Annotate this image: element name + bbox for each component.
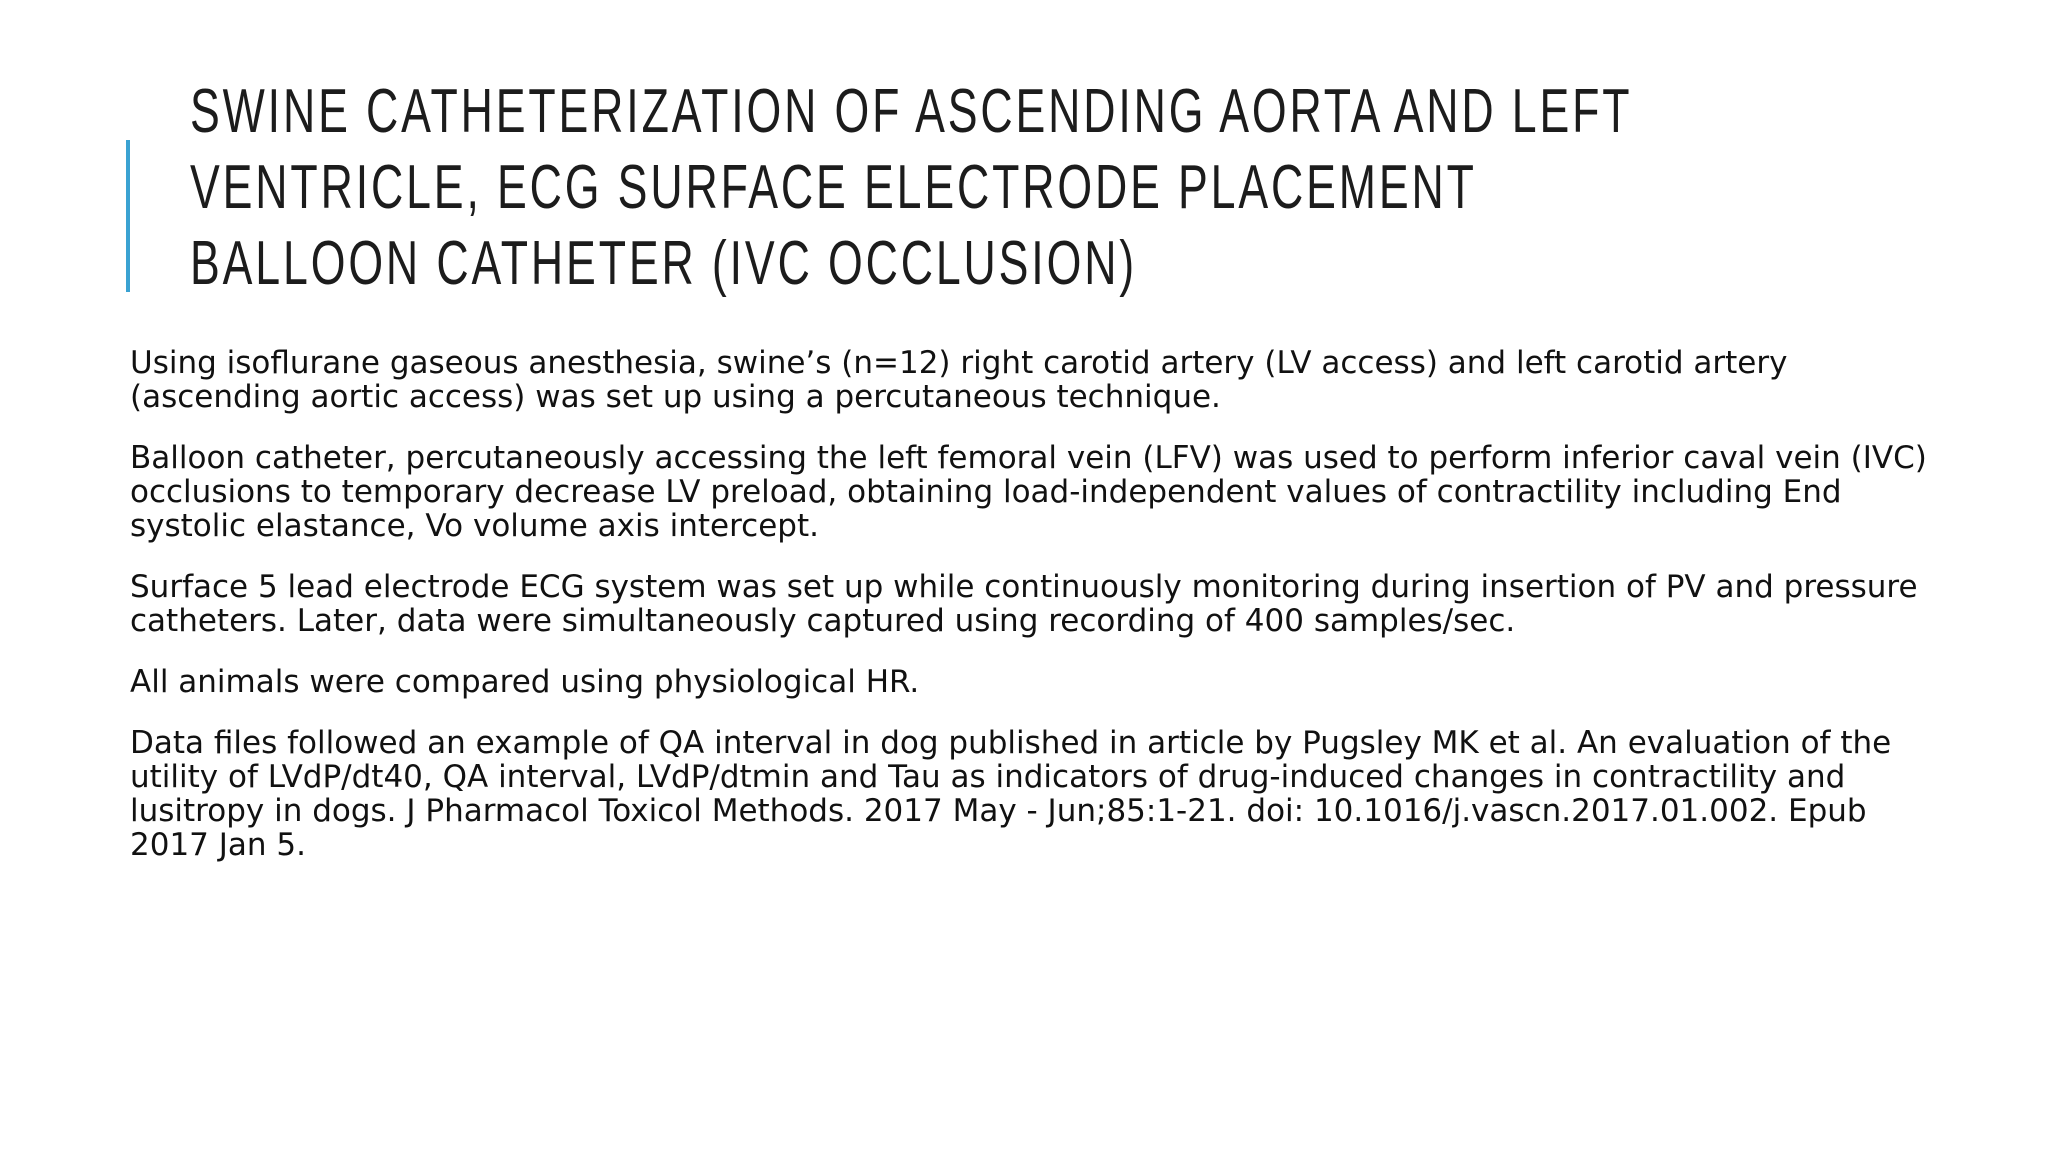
paragraph-anesthesia-access: Using isoflurane gaseous anesthesia, swine’s (n=12) right carotid artery (LV access) and left carotid artery (ascending aortic access) was set up using a percutaneous technique. <box>130 345 1788 415</box>
paragraph-ecg-system: Surface 5 lead electrode ECG system was set up while continuously monitoring during insertion of PV and pressure catheters. Later, data were simultaneously captured using recording of 400 samples/sec. <box>130 569 1918 639</box>
slide-title-line-3: BALLOON CATHETER (IVC OCCLUSION) <box>190 229 1138 298</box>
slide-title-line-2: VENTRICLE, ECG SURFACE ELECTRODE PLACEMENT <box>190 153 1477 222</box>
paragraph-reference: Data files followed an example of QA interval in dog published in article by Pugsley MK et al. An evaluation of the utility of LVdP/dt40, QA interval, LVdP/dtmin and Tau as indicators of drug-induced changes in contractility and lusitropy in dogs. J Pharmacol Toxicol Methods. 2017 May - Jun;85:1-21. doi: 10.1016/j.vascn.2017.01.002. Epub 2017 Jan 5. <box>130 725 1892 863</box>
paragraph-balloon-catheter: Balloon catheter, percutaneously accessing the left femoral vein (LFV) was used to perform inferior caval vein (IVC) occlusions to temporary decrease LV preload, obtaining load-independent values of contractility including End systolic elastance, Vo volume axis intercept. <box>130 440 1927 544</box>
slide-body <box>130 346 1950 889</box>
paragraph-heart-rate: All animals were compared using physiological HR. <box>130 664 920 700</box>
slide-title <box>190 74 1633 302</box>
title-accent-bar <box>126 140 130 292</box>
slide-title-line-1: SWINE CATHETERIZATION OF ASCENDING AORTA AND LEFT <box>190 77 1633 146</box>
